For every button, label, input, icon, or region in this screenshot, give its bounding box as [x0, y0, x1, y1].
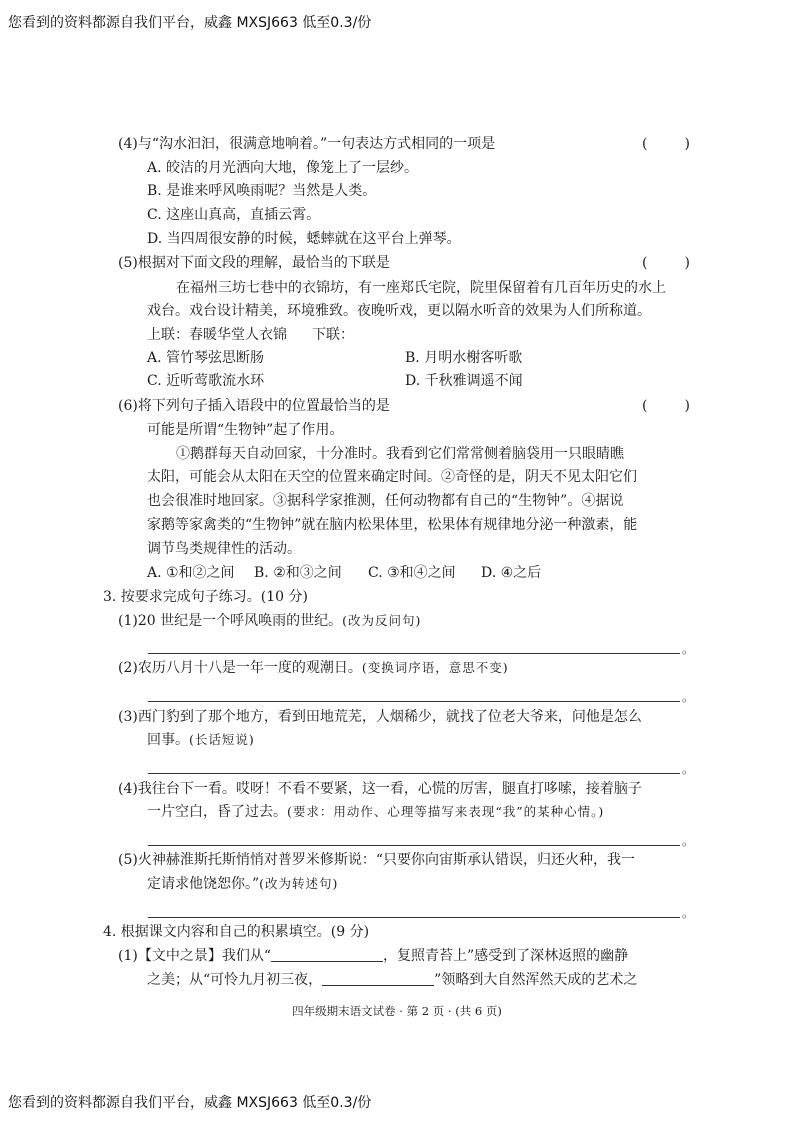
s3-item-note: (改为反问句) — [342, 613, 422, 628]
s3-item-text: (1)20 世纪是一个呼风唤雨的世纪。 — [118, 613, 343, 629]
answer-line[interactable] — [148, 653, 680, 654]
s3-item-3-cont — [147, 731, 255, 749]
answer-paren — [642, 135, 690, 153]
fill-blank[interactable] — [322, 971, 434, 986]
s3-item-note: (改为转述句) — [259, 876, 339, 891]
s4-text: ，复照青苔上”感受到了深林返照的幽静 — [383, 948, 629, 964]
s3-item-text: 定请求他饶恕你。” — [147, 876, 260, 892]
s3-item-text: 一片空白，昏了过去。 — [147, 804, 287, 820]
s4-item-1-line-2 — [147, 971, 637, 989]
q5-option-a: A. 管竹琴弦思断肠 — [147, 350, 265, 366]
s3-item-2 — [118, 659, 509, 677]
s3-item-text: 回事。 — [147, 732, 189, 748]
s3-item-note: (要求：用动作、心理等描写来表现“我”的某种心情。) — [287, 804, 605, 819]
s4-text: 之美；从“可怜九月初三夜， — [147, 972, 323, 988]
s3-item-4: (4)我往台下一看。哎呀！不看不要紧，这一看，心慌的厉害，腿直打哆嗦，接着脑子 — [118, 781, 642, 797]
period: 。 — [682, 762, 695, 776]
q6-passage-line: ①鹅群每天自动回家，十分准时。我看到它们常常侧着脑袋用一只眼睛瞧 — [176, 446, 624, 462]
period: 。 — [682, 690, 695, 704]
paren-close: ) — [684, 136, 690, 152]
paren-open: ( — [642, 398, 648, 414]
q6-passage-line: 家鹅等家禽类的“生物钟”就在脑内松果体里，松果体有规律地分泌一种激素，能 — [147, 517, 638, 533]
q6-passage-line: 太阳，可能会从太阳在天空的位置来确定时间。②奇怪的是，阴天不见太阳它们 — [147, 469, 637, 485]
fill-blank[interactable] — [271, 947, 383, 962]
q6-passage-line: 也会很准时地回家。③据科学家推测，任何动物都有自己的“生物钟”。④据说 — [147, 493, 624, 509]
q6-option-a: A. ①和②之间 — [147, 565, 235, 581]
q6-passage-line: 调节鸟类规律性的活动。 — [147, 541, 301, 557]
q5-option-b: B. 月明水榭客听歌 — [405, 350, 523, 366]
q4-option-c: C. 这座山真高，直插云霄。 — [147, 207, 321, 223]
q5-option-c: C. 近听莺歌流水环 — [147, 373, 265, 389]
watermark-bottom: 您看到的资料都源自我们平台，威鑫 MXSJ663 低至0.3/份 — [8, 1095, 372, 1111]
q6-option-c: C. ③和④之间 — [368, 565, 456, 581]
answer-line[interactable] — [148, 845, 680, 846]
s3-item-note: (变换词序语，意思不变) — [361, 660, 509, 675]
answer-line[interactable] — [148, 917, 680, 918]
page-footer: 四年级期末语文试卷 · 第 2 页 · (共 6 页) — [292, 1004, 502, 1018]
s3-item-text: (2)农历八月十八是一年一度的观潮日。 — [118, 660, 362, 676]
paren-close: ) — [684, 398, 690, 414]
section-3-title: 3. 按要求完成句子练习。(10 分) — [103, 589, 308, 605]
paren-close: ) — [684, 255, 690, 271]
s3-item-1 — [118, 612, 421, 630]
s3-item-5: (5)火神赫淮斯托斯悄悄对普罗米修斯说：“只要你向宙斯承认错误，归还火种，我一 — [118, 852, 635, 868]
answer-line[interactable] — [148, 701, 680, 702]
q6-sentence: 可能是所谓“生物钟”起了作用。 — [147, 422, 344, 438]
watermark-top: 您看到的资料都源自我们平台，威鑫 MXSJ663 低至0.3/份 — [8, 15, 372, 31]
q4-option-b: B. 是谁来呼风唤雨呢？当然是人类。 — [147, 183, 377, 199]
answer-paren — [642, 397, 690, 415]
s4-text: ”领略到大自然浑然天成的艺术之 — [434, 972, 638, 988]
q6-option-d: D. ④之后 — [481, 565, 542, 581]
q6-option-b: B. ②和③之间 — [254, 565, 342, 581]
period: 。 — [682, 906, 695, 920]
q4-option-d: D. 当四周很安静的时候，蟋蟀就在这平台上弹琴。 — [147, 231, 461, 247]
s4-text: (1)【文中之景】我们从“ — [118, 948, 271, 964]
paren-open: ( — [642, 136, 648, 152]
s3-item-note: (长话短说) — [189, 732, 255, 747]
period: 。 — [682, 642, 695, 656]
q4-stem: (4)与“沟水汩汩，很满意地响着。”一句表达方式相同的一项是 — [118, 136, 496, 152]
s3-item-5-cont — [147, 875, 338, 893]
q5-passage-line: 在福州三坊七巷中的衣锦坊，有一座郑氏宅院，院里保留着有几百年历史的水上 — [176, 280, 666, 296]
s4-item-1-line-1 — [118, 947, 628, 965]
answer-paren — [642, 254, 690, 272]
s3-item-4-cont — [147, 803, 604, 821]
s3-item-3: (3)西门豹到了那个地方，看到田地荒芜，人烟稀少，就找了位老大爷来，问他是怎么 — [118, 709, 642, 725]
q5-lower-couplet: 下联： — [312, 327, 354, 343]
period: 。 — [682, 834, 695, 848]
paren-open: ( — [642, 255, 648, 271]
q6-stem: (6)将下列句子插入语段中的位置最恰当的是 — [118, 398, 390, 414]
answer-line[interactable] — [148, 773, 680, 774]
section-4-title: 4. 根据课文内容和自己的积累填空。(9 分) — [103, 924, 370, 940]
q5-option-d: D. 千秋雅调遥不闻 — [405, 373, 523, 389]
q5-stem: (5)根据对下面文段的理解，最恰当的下联是 — [118, 255, 390, 271]
q5-passage-line: 戏台。戏台设计精美，环境雅致。夜晚听戏，更以隔水听音的效果为人们所称道。 — [147, 303, 651, 319]
q5-upper-couplet: 上联：春暖华堂人衣锦 — [147, 327, 287, 343]
q4-option-a: A. 皎洁的月光洒向大地，像笼上了一层纱。 — [147, 160, 419, 176]
